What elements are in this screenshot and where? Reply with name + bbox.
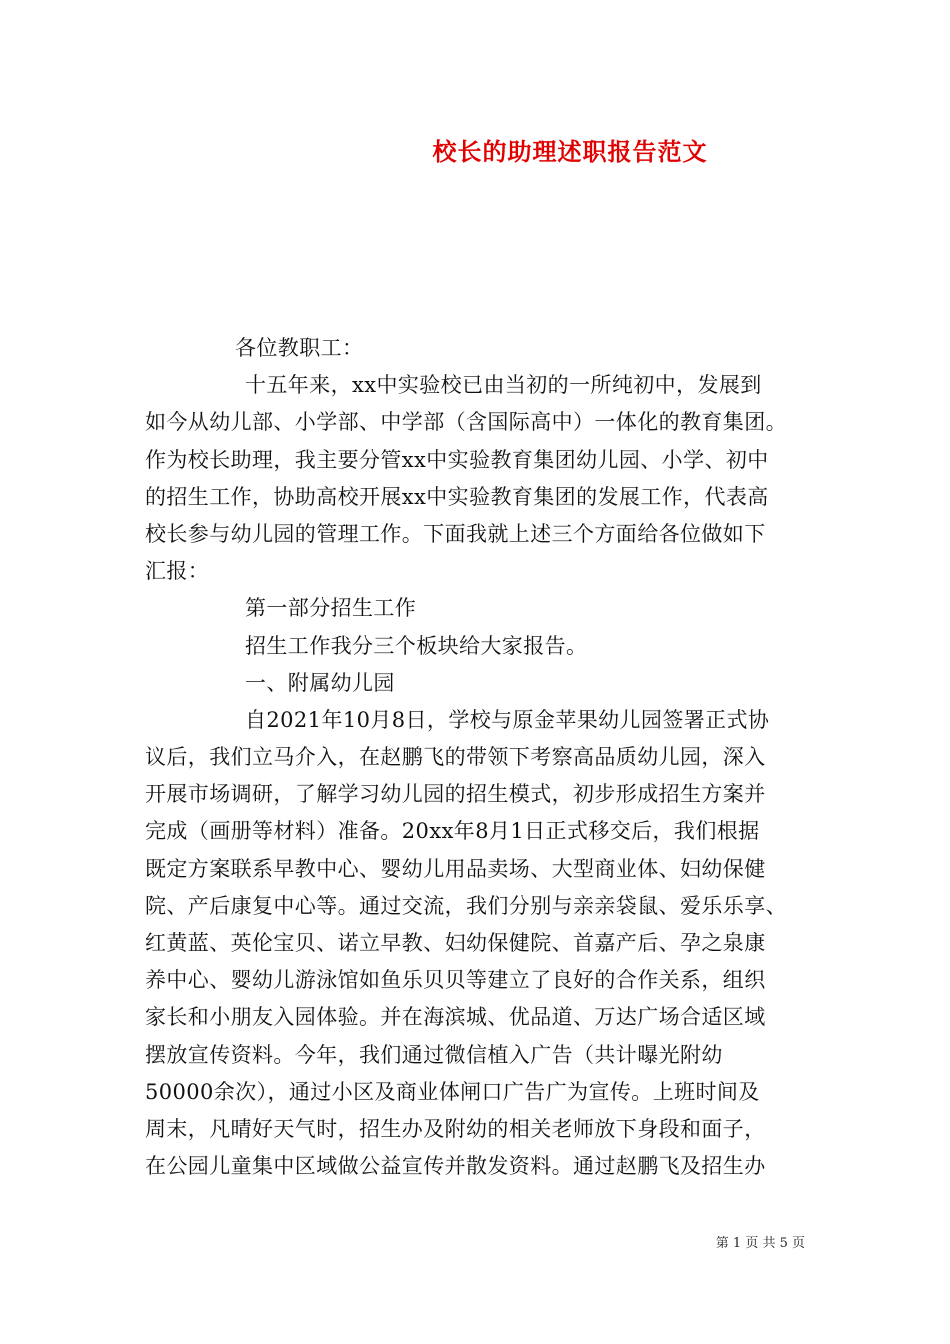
paragraph-line: 作为校长助理，我主要分管xx中实验教育集团幼儿园、小学、初中 — [145, 447, 769, 472]
paragraph-line: 校长参与幼儿园的管理工作。下面我就上述三个方面给各位做如下 — [145, 521, 766, 546]
paragraph-line: 的招生工作，协助高校开展xx中实验教育集团的发展工作，代表高 — [145, 484, 769, 509]
document-body — [145, 330, 807, 1185]
paragraph-line: 养中心、婴幼儿游泳馆如鱼乐贝贝等建立了良好的合作关系，组织 — [145, 968, 766, 993]
subsection-heading: 一、附属幼儿园 — [245, 670, 395, 695]
paragraph-line: 既定方案联系早教中心、婴幼儿用品卖场、大型商业体、妇幼保健 — [145, 856, 766, 881]
salutation-line: 各位教职工： — [235, 336, 364, 360]
paragraph-line: 在公园儿童集中区域做公益宣传并散发资料。通过赵鹏飞及招生办 — [145, 1154, 766, 1179]
paragraph-line: 招生工作我分三个板块给大家报告。 — [245, 633, 588, 658]
paragraph-line: 摆放宣传资料。今年，我们通过微信植入广告（共计曝光附幼 — [145, 1042, 723, 1067]
paragraph-line: 汇报： — [145, 559, 210, 584]
paragraph-line: 完成（画册等材料）准备。20xx年8月1日正式移交后，我们根据 — [145, 819, 760, 844]
page-number: 第 1 页 共 5 页 — [715, 1236, 805, 1251]
paragraph-line: 议后，我们立马介入，在赵鹏飞的带领下考察高品质幼儿园，深入 — [145, 745, 766, 770]
paragraph-line: 红黄蓝、英伦宝贝、诺立早教、妇幼保健院、首嘉产后、孕之泉康 — [145, 931, 766, 955]
document-title: 校长的助理述职报告范文 — [432, 137, 708, 166]
paragraph-line: 十五年来，xx中实验校已由当初的一所纯初中，发展到 — [245, 373, 762, 398]
paragraph-line: 院、产后康复中心等。通过交流，我们分别与亲亲袋鼠、爱乐乐享、 — [145, 893, 787, 918]
paragraph-line: 家长和小朋友入园体验。并在海滨城、优品道、万达广场合适区域 — [145, 1005, 766, 1030]
paragraph-line: 自2021年10月8日，学校与原金苹果幼儿园签署正式协 — [245, 707, 770, 732]
paragraph-line: 开展市场调研，了解学习幼儿园的招生模式，初步形成招生方案并 — [145, 782, 766, 807]
paragraph-line: 如今从幼儿部、小学部、中学部（含国际高中）一体化的教育集团。 — [145, 410, 787, 435]
paragraph-line: 周末，凡晴好天气时，招生办及附幼的相关老师放下身段和面子， — [145, 1116, 766, 1141]
section-heading: 第一部分招生工作 — [245, 596, 417, 621]
paragraph-line: 50000余次），通过小区及商业体闸口广告广为宣传。上班时间及 — [145, 1079, 760, 1104]
